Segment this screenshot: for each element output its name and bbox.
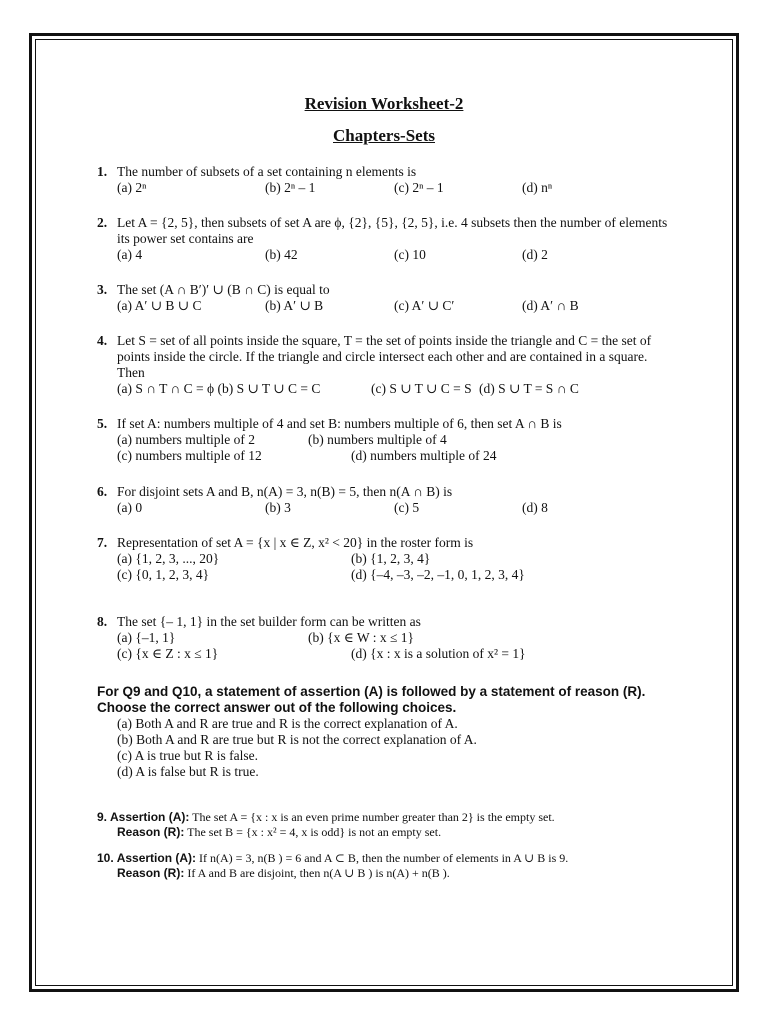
- question-text: Let A = {2, 5}, then subsets of set A are ϕ, {2}, {5}, {2, 5}, i.e. 4 subsets then the number of elements its power set contains are: [117, 215, 668, 246]
- option-a-b: (a) S ∩ T ∩ C = ϕ (b) S ∪ T ∪ C = C: [117, 381, 321, 396]
- option-c: (c) {0, 1, 2, 3, 4}: [117, 567, 210, 582]
- question-text: The set (A ∩ B′)′ ∪ (B ∩ C) is equal to: [117, 282, 330, 297]
- question-6: [97, 484, 677, 516]
- options-row: [117, 247, 677, 263]
- instructions-heading: For Q9 and Q10, a statement of assertion (A) is followed by a statement of reason (R). Choose the correct answer out of the following choices.: [97, 684, 646, 715]
- option-d: (d) {x : x is a solution of x² = 1}: [351, 646, 526, 661]
- worksheet-title: Revision Worksheet-2: [304, 94, 464, 113]
- option-d: (d) {–4, –3, –2, –1, 0, 1, 2, 3, 4}: [351, 567, 525, 582]
- option-b: (b) {x ∈ W : x ≤ 1}: [308, 630, 414, 645]
- question-text: If set A: numbers multiple of 4 and set B: numbers multiple of 6, then set A ∩ B is: [117, 416, 562, 431]
- options-row: [117, 381, 677, 397]
- option-a: (a) numbers multiple of 2: [117, 432, 255, 447]
- option-a: (a) A′ ∪ B ∪ C: [117, 298, 202, 313]
- option-b: (b) A′ ∪ B: [265, 298, 324, 313]
- options-row: [117, 448, 677, 464]
- reason-text: If A and B are disjoint, then n(A ∪ B ) is n(A) + n(B ).: [184, 866, 450, 880]
- option-d: (d) S ∪ T = S ∩ C: [479, 381, 579, 396]
- question-text: Let S = set of all points inside the square, T = the set of points inside the triangle and C = the set of points inside the circle. If the triangle and circle intersect each other and are contained in a square. Then: [117, 333, 652, 380]
- option-c: (c) {x ∈ Z : x ≤ 1}: [117, 646, 219, 661]
- question-text: The number of subsets of a set containing n elements is: [117, 164, 417, 179]
- question-text: Representation of set A = {x | x ∈ Z, x² < 20} in the roster form is: [117, 535, 474, 550]
- question-number: 2.: [97, 215, 108, 230]
- reason-label: Reason (R):: [117, 866, 185, 880]
- question-number: 5.: [97, 416, 108, 431]
- worksheet-subtitle: Chapters-Sets: [333, 126, 435, 145]
- question-3: [97, 282, 677, 314]
- reason-label: Reason (R):: [117, 825, 185, 839]
- question-number: 4.: [97, 333, 108, 348]
- option-b: (b) {1, 2, 3, 4}: [351, 551, 431, 566]
- reason-text: The set B = {x : x² = 4, x is odd} is not an empty set.: [184, 825, 442, 839]
- option-c: (c) 2ⁿ – 1: [394, 180, 444, 195]
- options-row: [117, 432, 677, 448]
- question-2: [97, 215, 677, 263]
- option-a: (a) {–1, 1}: [117, 630, 176, 645]
- options-row: [117, 180, 677, 196]
- choice-d: (d) A is false but R is true.: [117, 764, 259, 779]
- option-a: (a) {1, 2, 3, ..., 20}: [117, 551, 220, 566]
- option-b: (b) numbers multiple of 4: [308, 432, 447, 447]
- assertion-text: If n(A) = 3, n(B ) = 6 and A ⊂ B, then the number of elements in A ∪ B is 9.: [196, 851, 569, 865]
- question-1: [97, 164, 677, 196]
- option-d: (d) numbers multiple of 24: [351, 448, 497, 463]
- question-text: For disjoint sets A and B, n(A) = 3, n(B) = 5, then n(A ∩ B) is: [117, 484, 453, 499]
- options-row: [117, 630, 677, 646]
- question-7: [97, 535, 677, 583]
- assertion-label: Assertion (A):: [110, 810, 190, 824]
- option-b: (b) 42: [265, 247, 298, 262]
- option-a: (a) 2ⁿ: [117, 180, 147, 195]
- option-d: (d) A′ ∩ B: [522, 298, 579, 313]
- option-c: (c) numbers multiple of 12: [117, 448, 262, 463]
- question-number: 8.: [97, 614, 108, 629]
- option-c: (c) 10: [394, 247, 426, 262]
- question-number: 6.: [97, 484, 108, 499]
- assertion-label: Assertion (A):: [116, 851, 197, 865]
- options-row: [117, 298, 677, 314]
- options-row: [117, 551, 677, 567]
- question-number: 7.: [97, 535, 108, 550]
- question-number: 3.: [97, 282, 108, 297]
- option-a: (a) 0: [117, 500, 143, 515]
- choice-b: (b) Both A and R are true but R is not the correct explanation of A.: [117, 732, 477, 747]
- question-number: 9.: [97, 810, 108, 824]
- choice-c: (c) A is true but R is false.: [117, 748, 258, 763]
- option-b: (b) 2ⁿ – 1: [265, 180, 316, 195]
- option-d: (d) 2: [522, 247, 548, 262]
- question-10: [97, 851, 687, 881]
- option-d: (d) nⁿ: [522, 180, 553, 195]
- option-c: (c) S ∪ T ∪ C = S: [371, 381, 472, 396]
- question-text: The set {– 1, 1} in the set builder form can be written as: [117, 614, 421, 629]
- assertion-reason-instructions: [97, 684, 677, 780]
- question-number: 1.: [97, 164, 108, 179]
- option-b: (b) 3: [265, 500, 291, 515]
- options-row: [117, 567, 677, 583]
- options-row: [117, 500, 677, 516]
- question-8: [97, 614, 677, 662]
- question-5: [97, 416, 677, 464]
- option-c: (c) A′ ∪ C′: [394, 298, 455, 313]
- question-9: [97, 810, 687, 840]
- option-c: (c) 5: [394, 500, 420, 515]
- question-4: [97, 333, 677, 397]
- option-d: (d) 8: [522, 500, 548, 515]
- option-a: (a) 4: [117, 247, 143, 262]
- question-number: 10.: [97, 851, 114, 865]
- options-row: [117, 646, 677, 662]
- choice-a: (a) Both A and R are true and R is the correct explanation of A.: [117, 716, 458, 731]
- assertion-text: The set A = {x : x is an even prime number greater than 2} is the empty set.: [189, 810, 555, 824]
